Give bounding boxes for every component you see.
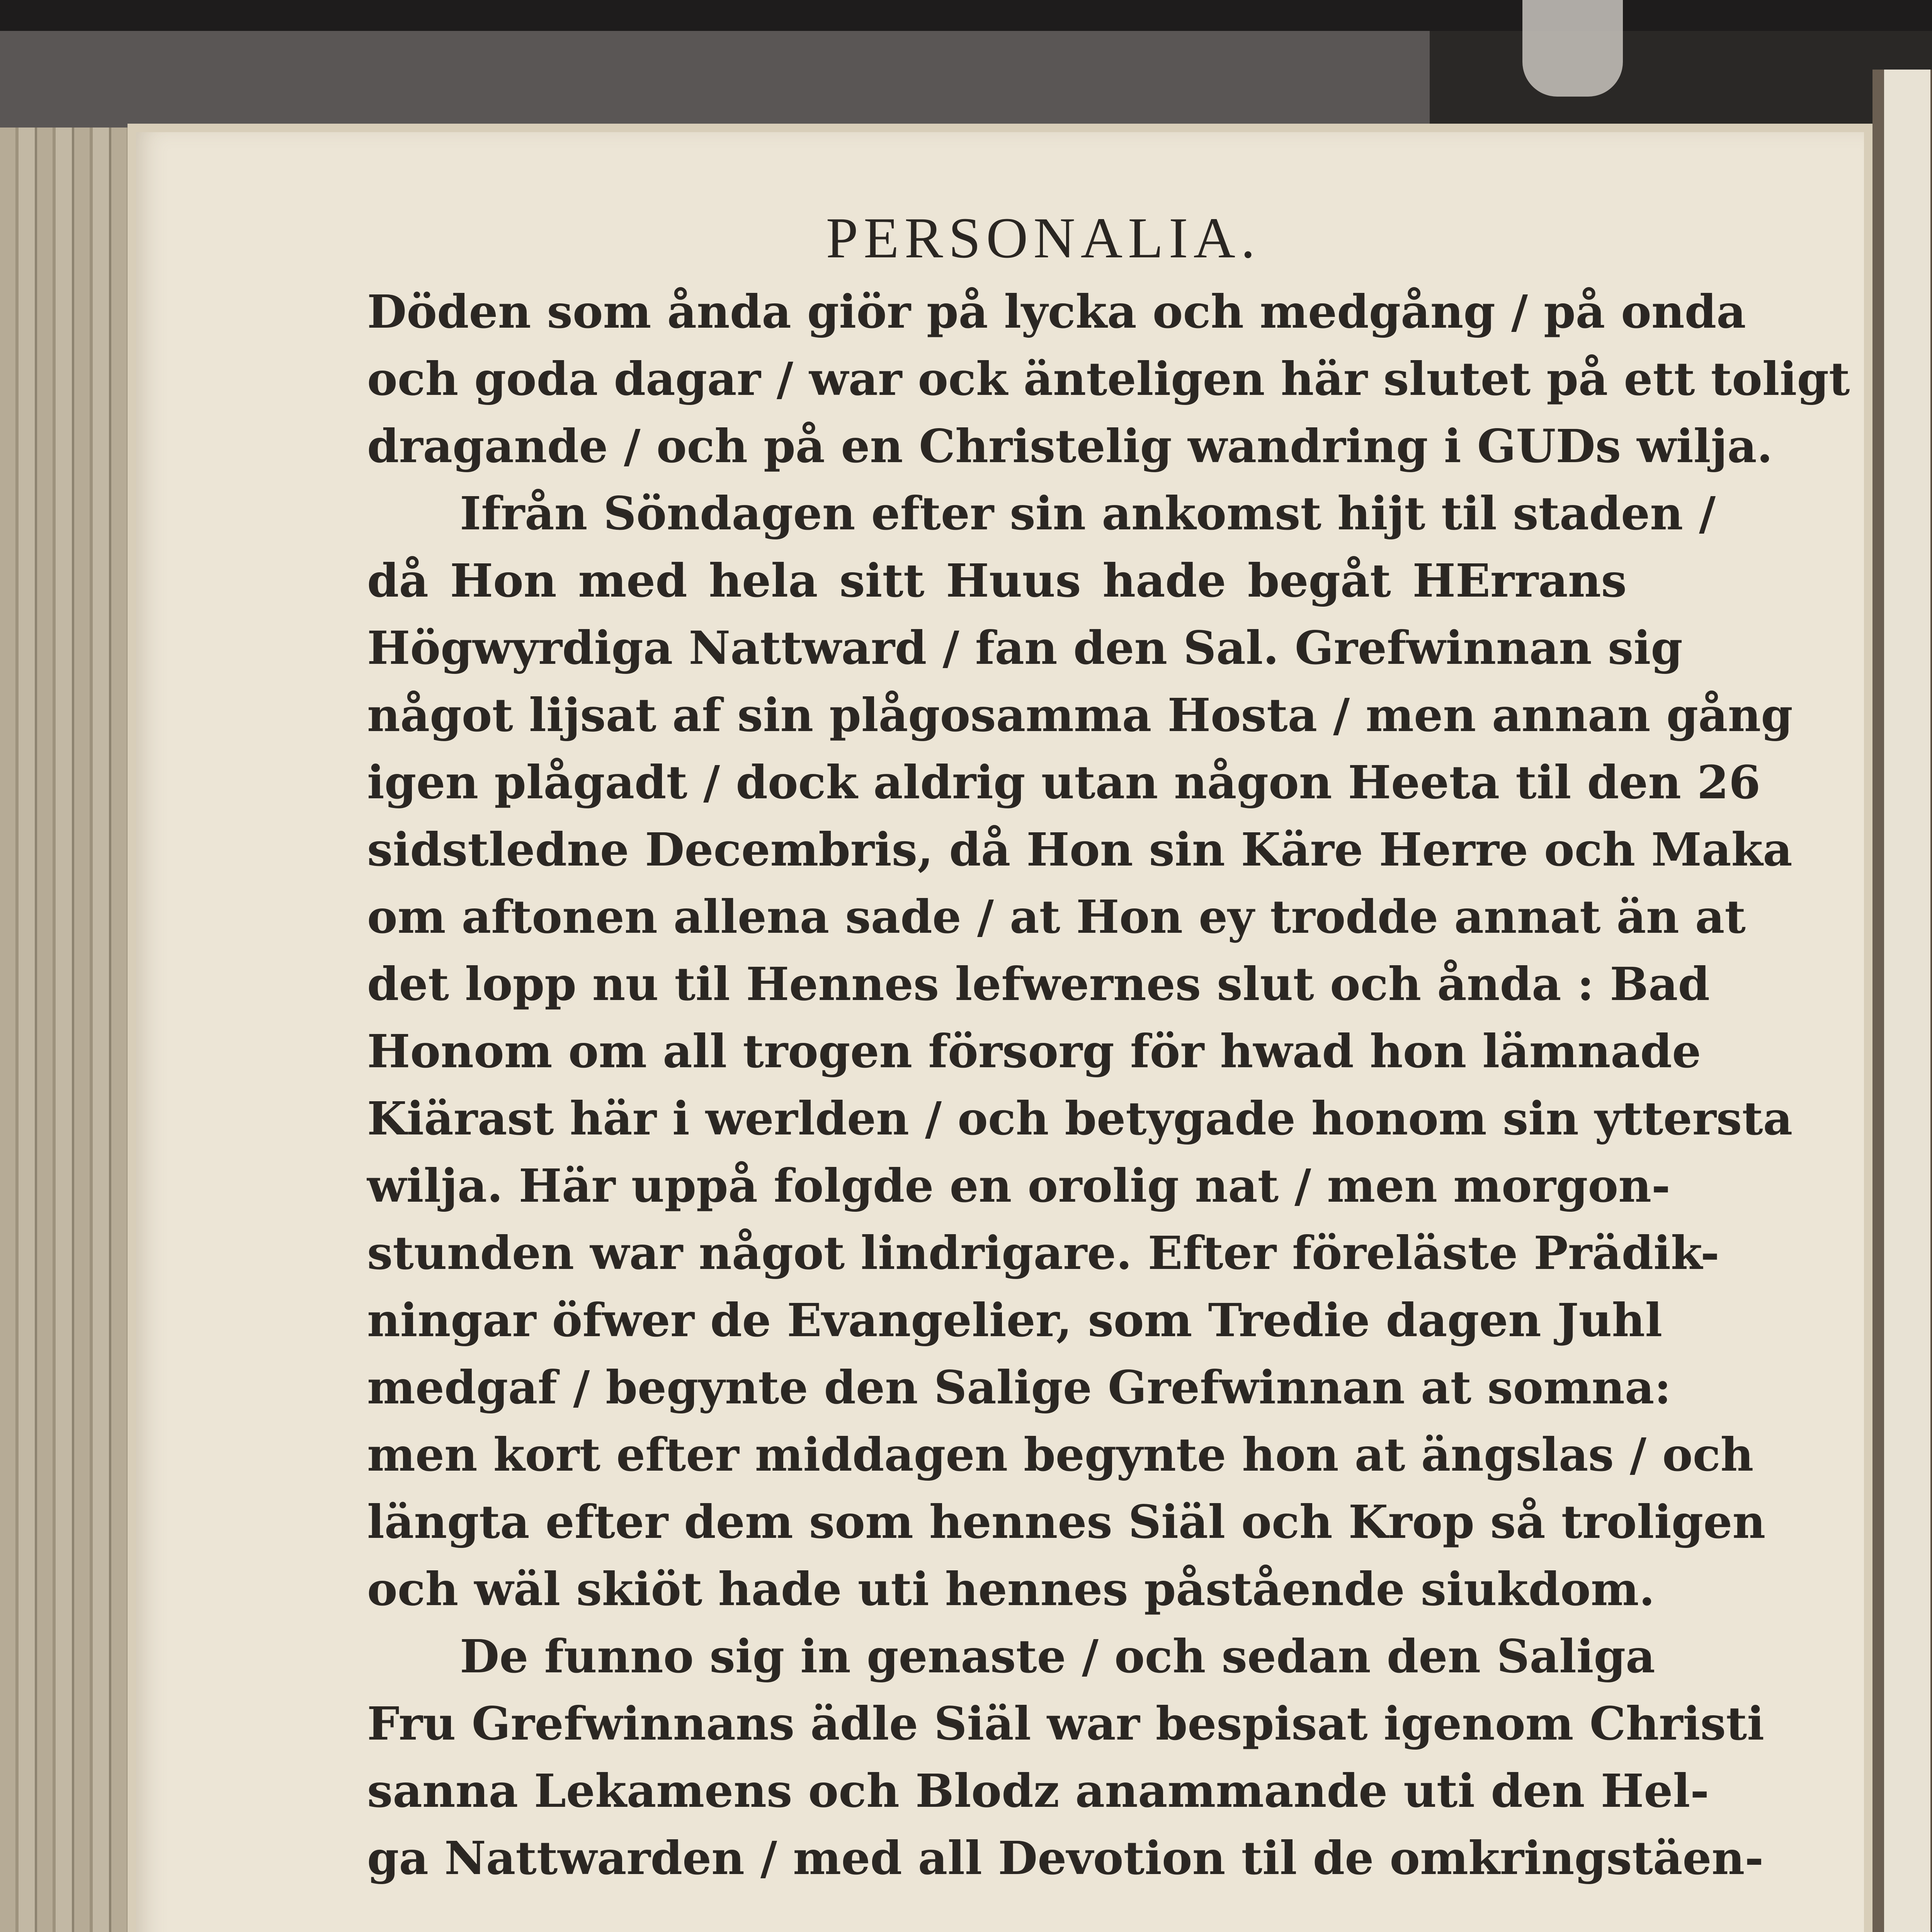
text-line: ningar öfwer de Evangelier, som Tredie dagen Juhl bbox=[367, 1293, 1663, 1347]
text-line: det lopp nu til Hennes lefwernes slut och ånda : Bad bbox=[367, 957, 1710, 1011]
text-line: sanna Lekamens och Blodz anammande uti den Hel- bbox=[367, 1764, 1709, 1818]
text-line: stunden war något lindrigare. Efter föreläste Prädik- bbox=[367, 1226, 1719, 1280]
text-line: dragande / och på en Christelig wandring i GUDs wilja. bbox=[367, 419, 1773, 473]
body-text bbox=[367, 278, 1850, 1892]
text-line: igen plågadt / dock aldrig utan någon Heeta til den 26 bbox=[367, 755, 1761, 809]
left-page-edges bbox=[0, 128, 128, 1932]
text-line: wilja. Här uppå folgde en orolig nat / men morgon- bbox=[367, 1159, 1670, 1213]
text-line: något lijsat af sin plågosamma Hosta / men annan gång bbox=[367, 688, 1793, 742]
clip-tab bbox=[1522, 0, 1623, 97]
right-page-edges bbox=[1872, 70, 1932, 1932]
text-line: då Hon med hela sitt Huus hade begåt HErrans bbox=[367, 554, 1627, 607]
text-line: medgaf / begynte den Salige Grefwinnan at somna: bbox=[367, 1361, 1671, 1414]
text-line: och goda dagar / war ock änteligen här slutet på ett toligt bbox=[367, 352, 1850, 406]
text-line: Ifrån Söndagen efter sin ankomst hijt til staden / bbox=[460, 486, 1716, 540]
text-line: Honom om all trogen försorg för hwad hon lämnade bbox=[367, 1024, 1701, 1078]
text-line: De funno sig in genaste / och sedan den Saliga bbox=[460, 1629, 1655, 1683]
text-line: ga Nattwarden / med all Devotion til de omkringstäen- bbox=[367, 1831, 1764, 1885]
grey-backing-sheet bbox=[0, 31, 1430, 131]
text-line: om aftonen allena sade / at Hon ey trodde annat än at bbox=[367, 890, 1746, 944]
text-line: Kiärast här i werlden / och betygade honom sin yttersta bbox=[367, 1092, 1793, 1145]
text-line: Högwyrdiga Nattward / fan den Sal. Grefwinnan sig bbox=[367, 621, 1683, 675]
text-line: Döden som ånda giör på lycka och medgång / på onda bbox=[367, 285, 1746, 338]
text-line: och wäl skiöt hade uti hennes påstående siukdom. bbox=[367, 1562, 1655, 1616]
text-line: sidstledne Decembris, då Hon sin Käre Herre och Maka bbox=[367, 823, 1793, 876]
dark-background bbox=[0, 0, 1932, 31]
text-line: Fru Grefwinnans ädle Siäl war bespisat igenom Christi bbox=[367, 1697, 1765, 1750]
text-line: längta efter dem som hennes Siäl och Krop så troligen bbox=[367, 1495, 1766, 1549]
running-head: PERSONALIA. bbox=[826, 206, 1261, 270]
text-line: men kort efter middagen begynte hon at ängslas / och bbox=[367, 1428, 1754, 1481]
